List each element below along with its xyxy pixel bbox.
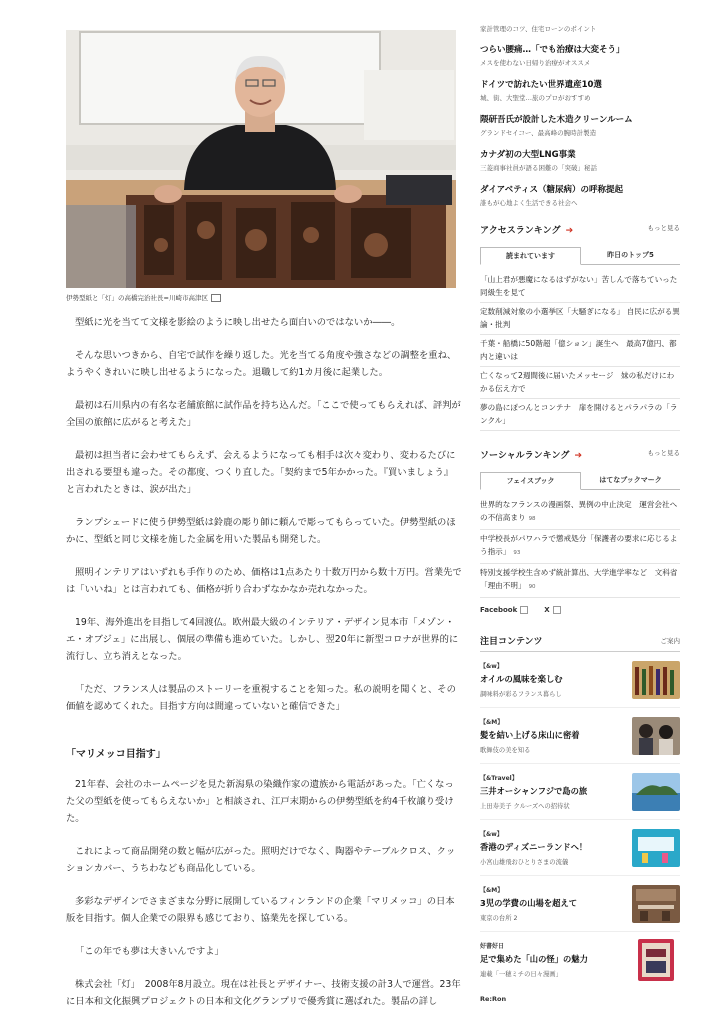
news-title: 隈研吾氏が設計した木造クリーンルーム — [480, 115, 633, 125]
access-ranking-list — [480, 271, 680, 431]
x-link[interactable] — [544, 606, 560, 614]
content-item[interactable] — [480, 652, 680, 708]
ranking-item[interactable] — [480, 564, 680, 598]
share-count: 93 — [513, 550, 521, 556]
content-subtitle: 小宮山雄飛おひとりさまの流儀 — [480, 859, 569, 866]
news-title: ダイアベティス（糖尿病）の呼称提起 — [480, 185, 624, 195]
content-thumbnail[interactable] — [632, 829, 680, 867]
ranking-item[interactable]: 千葉・船橋に50階超「億ション」誕生へ 最高7億円、都内と違いは — [480, 335, 680, 367]
tab-hatena-bookmark[interactable]: はてなブックマーク — [599, 476, 662, 484]
news-subtitle: 城、街、大聖堂…旅のプロがおすすめ — [480, 94, 591, 102]
content-tag: 【&Travel】 — [480, 775, 518, 782]
facebook-label: Facebook — [480, 606, 518, 614]
content-thumbnail[interactable] — [632, 885, 680, 923]
article-paragraph: 最初は担当者に会わせてもらえず、会えるようになっても相手は次々変わり、変わるたびに出される要望も違った。その都度、つくり直した。「契約まで5年かかった。『買いましょう』と言われたときは、涙が出た」 — [66, 450, 456, 495]
news-title: つらい腰痛…「でも治療は大変そう」 — [480, 45, 625, 55]
people-thumbnail-image — [632, 717, 680, 755]
content-thumbnail[interactable] — [638, 939, 674, 981]
island-thumbnail-image — [632, 773, 680, 811]
content-title: 足で集めた「山の怪」の魅力 — [480, 954, 588, 964]
news-subtitle: グランドセイコー、最高峰の腕時計製造 — [480, 129, 597, 137]
share-count: 98 — [528, 516, 536, 522]
content-subtitle: 歌舞伎の美を知る — [480, 747, 531, 754]
tab-most-read[interactable]: 読まれています — [480, 247, 581, 265]
news-item[interactable] — [480, 148, 680, 172]
article-column — [66, 30, 462, 1026]
news-item[interactable] — [480, 183, 680, 207]
ranking-item[interactable] — [480, 496, 680, 530]
sidebar — [480, 24, 680, 1003]
news-item[interactable] — [480, 78, 680, 102]
featured-contents-header — [480, 634, 680, 652]
article-paragraph: 「この年でも夢は大きいんですよ」 — [75, 946, 224, 957]
photo-illustration — [66, 30, 456, 288]
social-share-row — [480, 606, 680, 614]
x-label: X — [544, 606, 550, 614]
ranking-item[interactable]: 夢の島にぽつんとコンテナ 扉を開けるとパラパラの「ランクル」 — [480, 399, 680, 431]
social-ranking-more-link[interactable]: もっと見る — [647, 449, 680, 457]
article-paragraph: 多彩なデザインでさまざまな分野に展開しているフィンランドの企業「マリメッコ」の日本版を目指す。個人企業での限界も感じており、協業先を探している。 — [66, 896, 455, 924]
content-title: 香港のディズニーランドへ！ — [480, 842, 588, 852]
article-paragraph: 「ただ、フランス人は製品のストーリーを重視することを知った。私の説明を聞くと、その価値を認めてくれた。目指す方向は間違っていないと確信できた」 — [66, 684, 456, 712]
content-tag: 【&M】 — [480, 719, 504, 726]
ranking-item[interactable] — [480, 530, 680, 564]
article-paragraph: 21年春、会社のホームページを見た新潟県の染織作家の遺族から電話があった。「亡くなった父の型紙を使ってもらえないか」と相談され、江戸末期からの伊勢型紙を約4千枚譲り受けた。 — [66, 779, 454, 824]
content-title: オイルの風味を楽しむ — [480, 674, 563, 684]
arrow-right-icon[interactable]: ➔ — [565, 226, 574, 236]
article-subheading: 「マリメッコ目指す」 — [66, 749, 166, 760]
content-subtitle: 東京の台所 2 — [480, 915, 518, 922]
article-paragraph: 株式会社「灯」 2008年8月設立。現在は社長とデザイナー、技術支援の計3人で運営。23年に日本和文化振興プロジェクトの日本和文化グランプリで優秀賞に選ばれた。製品の詳し — [66, 979, 461, 1007]
social-ranking-tabs — [480, 472, 680, 490]
arrow-right-icon[interactable]: ➔ — [574, 451, 583, 461]
news-title: ドイツで訪れたい世界遺産10選 — [480, 80, 602, 90]
content-subtitle: 上田寿美子 クルーズへの招待状 — [480, 803, 570, 810]
content-thumbnail[interactable] — [632, 661, 680, 699]
facebook-link[interactable] — [480, 606, 528, 614]
content-title: 三井オーシャンフジで島の旅 — [480, 786, 588, 796]
content-tag: 【&w】 — [480, 663, 503, 670]
news-subtitle: 誰もが心地よく生活できる社会へ — [480, 199, 578, 207]
content-title: 髪を結い上げる床山に密着 — [480, 730, 580, 740]
ranking-item[interactable]: 亡くなって2週間後に届いたメッセージ 妹の私だけにわかる伝え方で — [480, 367, 680, 399]
article-paragraph: そんな思いつきから、自宅で試作を繰り返した。光を当てる角度や強さなどの調整を重ね、ようやくきれいに映し出せるようになった。退職して約1カ月後に起業した。 — [66, 350, 457, 378]
article-paragraph: 19年、海外進出を目指して4回渡仏。欧州最大級のインテリア・デザイン見本市「メゾン・エ・オブジェ」に出展し、個展の準備も進めていた。しかし、翌20年に新型コロナが世界的に流行し、立ち消えとなった。 — [66, 617, 459, 662]
content-item[interactable] — [480, 876, 680, 932]
external-link-icon — [553, 606, 561, 614]
content-tag: 【&w】 — [480, 831, 503, 838]
re-ron-logo[interactable]: Re:Ron — [480, 995, 507, 1003]
social-ranking-list — [480, 496, 680, 598]
content-item[interactable] — [480, 708, 680, 764]
disney-thumbnail-image — [632, 829, 680, 867]
ranking-item-text: 特別支援学校生含めず統計算出、大学進学率など 文科省「理由不明」 — [480, 568, 678, 590]
featured-contents-title: 注目コンテンツ — [480, 637, 543, 647]
content-item[interactable] — [480, 932, 680, 987]
kitchen-thumbnail-image — [632, 885, 680, 923]
ranking-item-text: 中学校長がパワハラで懲戒処分「保護者の要求に応じるよう指示」 — [480, 534, 678, 556]
news-subtitle: メスを使わない日帰り治療がオススメ — [480, 59, 591, 67]
article-paragraph: これによって商品開発の数と幅が広がった。照明だけでなく、陶器やテーブルクロス、クッションカバー、うちわなども商品化している。 — [66, 846, 456, 874]
image-expand-icon[interactable] — [211, 294, 221, 302]
social-ranking-header — [480, 443, 680, 462]
book-thumbnail-image — [638, 939, 674, 981]
photo-caption-text: 伊勢型紙と「灯」の高橋完治社長=川崎市高津区 — [66, 294, 208, 302]
content-item[interactable] — [480, 764, 680, 820]
content-thumbnail[interactable] — [632, 773, 680, 811]
content-tag: 好書好日 — [480, 943, 505, 950]
news-subtitle: 三菱商事社員が語る困難の「突破」秘話 — [480, 164, 597, 172]
content-subtitle: 調味料が彩るフランス暮らし — [480, 691, 562, 698]
pr-label: ご案内 — [660, 637, 680, 645]
share-count: 90 — [528, 584, 536, 590]
sidebar-top-line[interactable]: 家計管理のコツ、住宅ローンのポイント — [480, 25, 597, 33]
tab-yesterday-top5[interactable]: 昨日のトップ5 — [607, 251, 654, 259]
ranking-item[interactable]: 「山上君が悪魔になるはずがない」苦しんで落ちていった同級生を見て — [480, 271, 680, 303]
access-ranking-tabs — [480, 247, 680, 265]
ranking-item-text: 世界的なフランスの漫画祭、異例の中止決定 運営会社への不信高まり — [480, 500, 678, 522]
ranking-item[interactable]: 定数削減対象の小選挙区「大騒ぎになる」 自民に広がる異論・批判 — [480, 303, 680, 335]
news-item[interactable] — [480, 43, 680, 67]
photo-caption — [66, 293, 462, 302]
article-photo — [66, 30, 456, 288]
news-item[interactable] — [480, 113, 680, 137]
article-paragraph: 最初は石川県内の有名な老舗旅館に試作品を持ち込んだ。「ここで使ってもらえれば、評判が全国の旅館に広がると考えた」 — [66, 400, 461, 428]
access-ranking-header — [480, 218, 680, 237]
social-ranking-title: ソーシャルランキング — [480, 451, 570, 461]
content-tag: 【&M】 — [480, 887, 504, 894]
external-link-icon — [520, 606, 528, 614]
news-title: カナダ初の大型LNG事業 — [480, 150, 576, 160]
article-paragraph: 照明インテリアはいずれも手作りのため、価格は1点あたり十数万円から数十万円。営業先では「いいね」とは言われても、価格が折り合わずなかなか売れなかった。 — [66, 567, 462, 595]
article-paragraph: ランプシェードに使う伊勢型紙は鈴鹿の彫り師に頼んで彫ってもらっていた。伊勢型紙のほかに、型紙と同じ文様を施した金属を用いた製品も開発した。 — [66, 517, 456, 545]
article-paragraph: 型紙に光を当てて文様を影絵のように映し出せたら面白いのではないか――。 — [75, 317, 401, 328]
content-item[interactable] — [480, 820, 680, 876]
content-thumbnail[interactable] — [632, 717, 680, 755]
content-title: 3児の学費の山場を超えて — [480, 898, 578, 908]
tab-facebook[interactable]: フェイスブック — [480, 472, 581, 490]
access-ranking-more-link[interactable]: もっと見る — [647, 224, 680, 232]
access-ranking-title: アクセスランキング — [480, 226, 561, 236]
wine-shelf-thumbnail-image — [632, 661, 680, 699]
content-subtitle: 連載「一穂ミチの日々漫画」 — [480, 971, 562, 978]
